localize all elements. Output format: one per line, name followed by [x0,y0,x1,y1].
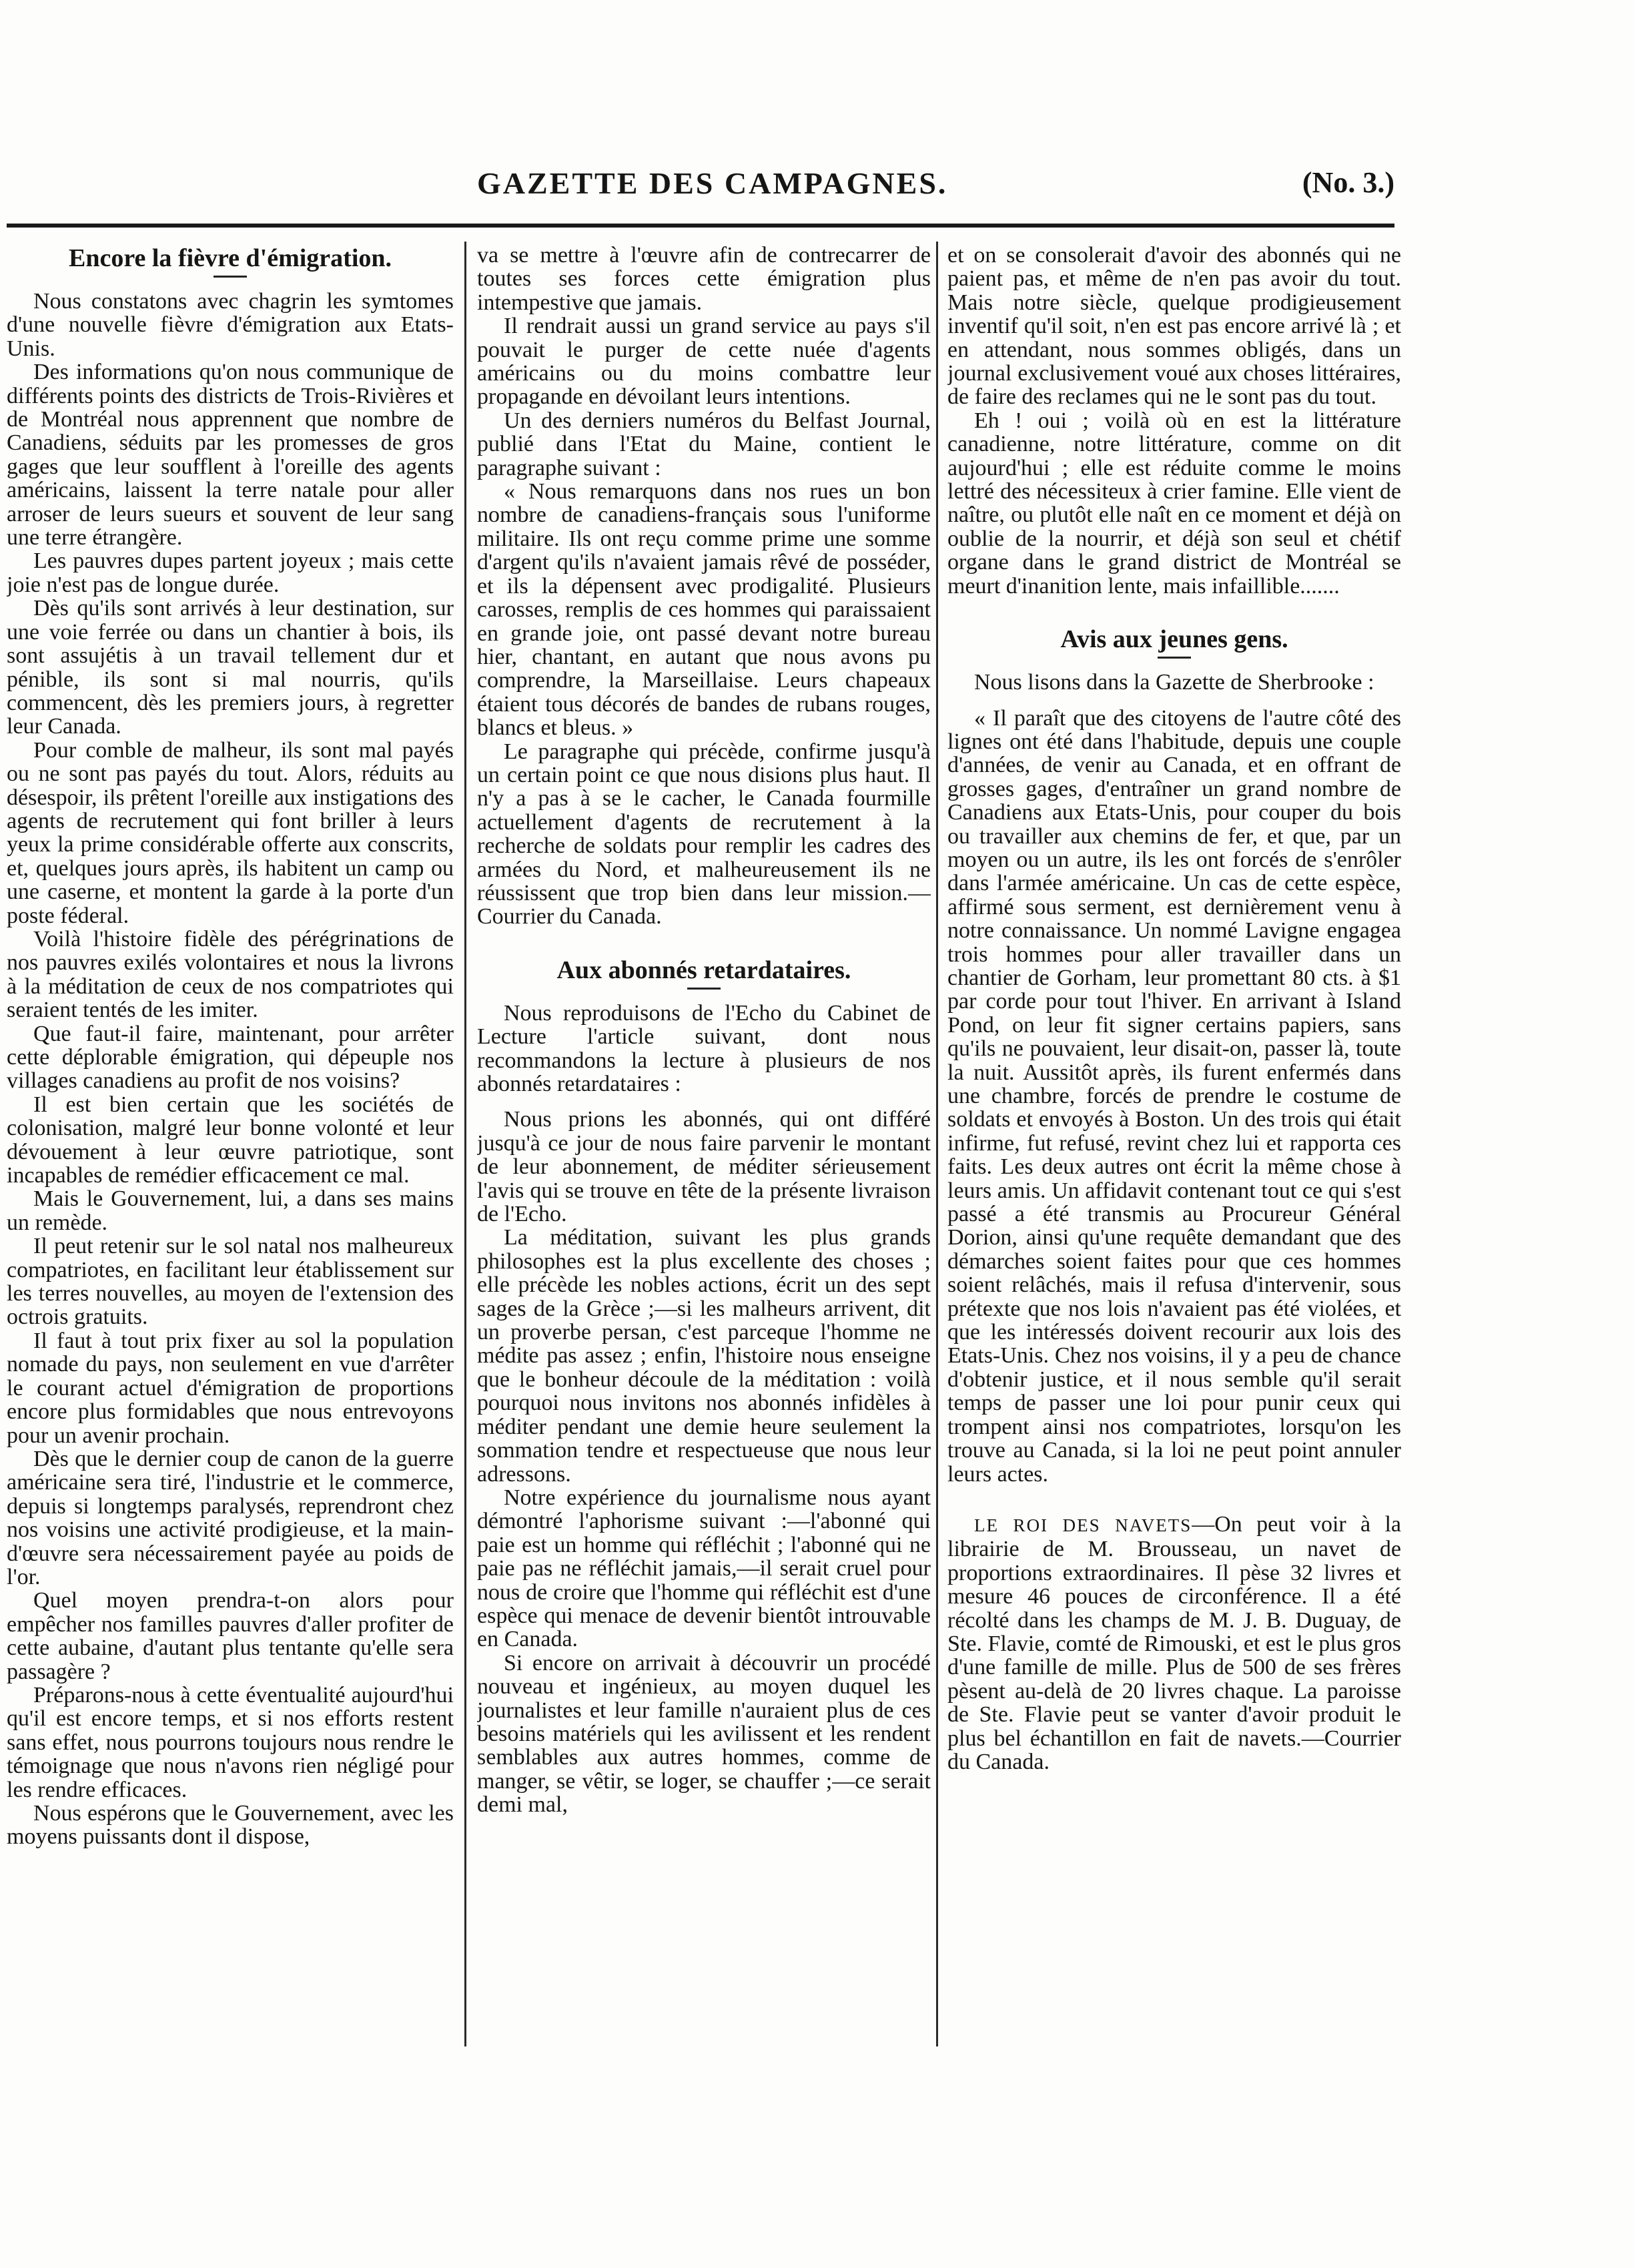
article-heading: Aux abonnés retardataires. [556,956,851,984]
news-item-text: —On peut voir à la librairie de M. Brousseau, un navet de proportions extraordinaires. Il pèse 32 livres et mesure 46 pouces de circonférence. Il a été récolté dans les champs de M. J. B. Duguay, de Ste. Flavie, comté de Rimouski, et est le plus gros d'une famille de mille. Plus de 500 de ses frères pèsent au-delà de 20 livres chaque. La paroisse de Ste. Flavie peut se vanter d'avoir produit le plus bel échantillon en fait de navets.—Courrier du Canada. [947,1511,1401,1774]
paragraph: Nous constatons avec chagrin les symtomes d'une nouvelle fièvre d'émigration aux Etats-Unis. [7,289,454,361]
paragraph: Quel moyen prendra-t-on alors pour empêcher nos familles pauvres d'aller profiter de cette aubaine, d'autant plus tentante qu'elle sera passagère ? [7,1588,454,1684]
paragraph: Préparons-nous à cette éventualité aujourd'hui qu'il est encore temps, et si nos efforts restent sans effet, nous pourrons toujours nous rendre le témoignage que nous n'avons rien négligé pour les rendre efficaces. [7,1682,454,1802]
paragraph: et on se consolerait d'avoir des abonnés qui ne paient pas, et même de n'en pas avoir du tout. Mais notre siècle, quelque prodigieusement inventif qu'il soit, n'en est pas encore arrivé là ; et en attendant, nous sommes obligés, dans un journal exclusivement voué aux choses littéraires, de faire des reclames qui ne le sont pas du tout. [947,244,1401,410]
newspaper-title: GAZETTE DES CAMPAGNES. [477,166,948,200]
paragraph: Dès qu'ils sont arrivés à leur destination, sur une voie ferrée ou dans un chantier à bois, ils sont assujétis à un travail tellement dur et pénible, ils sont si mal nourris, qu'ils commencent, dès les premiers jours, à regretter leur Canada. [7,596,454,739]
paragraph: Si encore on arrivait à découvrir un procédé nouveau et ingénieux, au moyen duquel les journalistes et leur famille n'auraient plus de ces besoins matériels qui les avilissent et les rendent semblables aux autres hommes, comme de manger, se vêtir, se loger, se chauffer ;—ce serait demi mal, [477,1650,931,1818]
paragraph: Nous reproduisons de l'Echo du Cabinet de Lecture l'article suivant, dont nous recommandons la lecture à plusieurs de nos abonnés retardataires : [477,1000,931,1096]
paragraph: Dès que le dernier coup de canon de la guerre américaine sera tiré, l'industrie et le commerce, depuis si longtemps paralysés, reprendront chez nos voisins une activité prodigieuse, et la main-d'œuvre sera nécessairement payée au poids de l'or. [7,1446,454,1589]
paragraph: Il peut retenir sur le sol natal nos malheureux compatriotes, en facilitant leur établissement sur les terres nouvelles, au moyen de l'extension des octrois gratuits. [7,1234,454,1330]
news-item [947,1513,1401,1774]
paragraph: Voilà l'histoire fidèle des pérégrinations de nos pauvres exilés volontaires et nous la livrons à la méditation de ceux de nos compatriotes qui seraient tentés de les imiter. [7,926,454,1023]
heading-dash [687,988,721,990]
article-heading: Avis aux jeunes gens. [1060,625,1288,654]
heading-dash [1158,657,1191,659]
quote-paragraph: « Nous remarquons dans nos rues un bon nombre de canadiens-français sous l'uniforme militaire. Ils ont reçu comme prime une somme d'argent qu'ils n'avaient jamais rêvé de posséder, et ils la dépensent avec prodigalité. Plusieurs carosses, remplis de ces hommes qui paraissaient en grande joie, ont passé devant notre bureau hier, chantant, en autant que nous avons pu comprendre, la Marseillaise. Leurs chapeaux étaient tous décorés de bandes de rubans rouges, blancs et bleus. » [477,479,931,741]
top-rule [7,224,1394,228]
paragraph: Eh ! oui ; voilà où en est la littérature canadienne, notre littérature, comme on dit aujourd'hui ; elle est réduite comme le moins lettré des nécessiteux à crier famine. Elle vient de naître, ou plutôt elle naît en ce moment et déjà on oublie de la nourrir, et déjà son seul et chétif organe dans le grand district de Montréal se meurt d'inanition lente, mais infaillible....... [947,408,1401,599]
paragraph: Notre expérience du journalisme nous ayant démontré l'aphorisme suivant :—l'abonné qui paie est un homme qui réfléchit ; l'abonné qui ne paie pas ne réfléchit jamais,—il serait cruel pour nous de croire que l'homme qui réfléchit est d'une espèce qui menace de devenir bientôt introuvable en Canada. [477,1485,931,1652]
paragraph: Les pauvres dupes partent joyeux ; mais cette joie n'est pas de longue durée. [7,548,454,597]
article-heading: Encore la fièvre d'émigration. [68,244,392,272]
paragraph: La méditation, suivant les plus grands philosophes est la plus excellente des choses ; elle précède les nobles actions, écrit un des sept sages de la Grèce ;—si les malheurs arrivent, dit un proverbe persan, c'est parceque l'homme ne médite pas assez ; enfin, l'histoire nous enseigne que le bonheur découle de la méditation : voilà pourquoi nous invitons nos abonnés infidèles à méditer pendant une demie heure seulement la sommation tendre et respectueuse que nous leur adressons. [477,1225,931,1487]
paragraph: Nous espérons que le Gouvernement, avec les moyens puissants dont il dispose, [7,1801,454,1850]
heading-dash [214,276,247,278]
quote-paragraph: « Il paraît que des citoyens de l'autre côté des lignes ont été dans l'habitude, depuis une couple d'années, de venir au Canada, et en offrant de grosses gages, d'entraîner un grand nombre de Canadiens aux Etats-Unis, pour couper du bois ou travailler aux chemins de fer, et que, par un moyen ou un autre, ils les ont forcés de s'enrôler dans l'armée américaine. Un cas de cette espèce, affirmé sous serment, est dernièrement venu à notre connaissance. Un nommé Lavigne engagea trois hommes pour aller travailler dans un chantier de Gorham, leur promettant 80 cts. à $1 par corde pour tout l'hiver. En arrivant à Island Pond, on leur fit signer certains papiers, sans qu'ils ne pouvaient, leur disait-on, passer là, toute la nuit. Aussitôt après, ils furent enfermés dans une chambre, forcés de prendre le costume de soldats et envoyés à Boston. Un des trois qui était infirme, fut refusé, revint chez lui et rapporta ces faits. Les deux autres ont écrit la même chose à leurs amis. Un affidavit contenant tout ce qui s'est passé a été transmis au Procureur Général Dorion, ainsi qu'une requête demandant que des démarches soient faites pour que ces hommes soient relâchés, mais il refusa d'intervenir, sous prétexte que nos lois n'avaient pas été violées, et que les intéressés doivent recourir aux lois des Etats-Unis. Chez nos voisins, il y a peu de chance d'obtenir justice, et il nous semble qu'il serait temps de passer une loi pour punir ceux qui trompent ainsi nos compatriotes, lorsqu'on les trouve au Canada, si la loi ne peut point annuler leurs actes. [947,705,1401,1487]
column-3 [947,244,1401,2045]
paragraph: Il est bien certain que les sociétés de colonisation, malgré leur bonne volonté et leur dévouement à leur œuvre patriotique, sont incapables de remédier efficacement ce mal. [7,1092,454,1188]
paragraph: Un des derniers numéros du Belfast Journal, publié dans l'Etat du Maine, contient le paragraphe suivant : [477,408,931,480]
column-divider [464,242,466,2046]
paragraph: Nous prions les abonnés, qui ont différé jusqu'à ce jour de nous faire parvenir le montant de leur abonnement, de méditer sérieusement l'avis qui se trouve en tête de la présente livraison de l'Echo. [477,1107,931,1227]
issue-number: (No. 3.) [1302,166,1394,199]
column-2 [477,244,931,2045]
masthead [47,165,1401,206]
column-1 [7,244,454,2045]
paragraph: Pour comble de malheur, ils sont mal payés ou ne sont pas payés du tout. Alors, réduits au désespoir, ils prêtent l'oreille aux instigations des agents de recrutement qui font briller à leurs yeux la prime considérable offerte aux conscrits, et, quelques jours après, ils habitent un camp ou une caserne, et montent la garde à la porte d'un poste féderal. [7,737,454,928]
paragraph: Il faut à tout prix fixer au sol la population nomade du pays, non seulement en vue d'arrêter le courant actuel d'émigration de proportions encore plus formidables que nous entrevoyons pour un avenir prochain. [7,1328,454,1448]
paragraph: Il rendrait aussi un grand service au pays s'il pouvait le purger de cette nuée d'agents américains ou du moins combattre leur propagande en dévoilant leurs intentions. [477,314,931,410]
paragraph: Mais le Gouvernement, lui, a dans ses mains un remède. [7,1186,454,1235]
paragraph: Le paragraphe qui précède, confirme jusqu'à un certain point ce que nous disions plus haut. Il n'y a pas à se le cacher, le Canada fourmille actuellement d'agents de recrutement à la recherche de soldats pour remplir les cadres des armées du Nord, et malheureusement ils ne réussissent que trop bien dans leur mission.—Courrier du Canada. [477,739,931,929]
paragraph: Nous lisons dans la Gazette de Sherbrooke : [974,670,1374,695]
paragraph: Que faut-il faire, maintenant, pour arrêter cette déplorable émigration, qui dépeuple nos villages canadiens au profit de nos voisins? [7,1021,454,1094]
news-item-label: LE ROI DES NAVETS [974,1515,1192,1535]
paragraph: Des informations qu'on nous communique de différents points des districts de Trois-Rivières et de Montréal nous apprennent que nombre de Canadiens, séduits par les promesses de gros gages que leur soufflent à l'oreille des agents américains, laissent la terre natale pour aller arroser de leurs sueurs et souvent de leur sang une terre étrangère. [7,360,454,550]
paragraph: va se mettre à l'œuvre afin de contrecarrer de toutes ses forces cette émigration plus intempestive que jamais. [477,244,931,315]
column-divider [936,242,938,2046]
